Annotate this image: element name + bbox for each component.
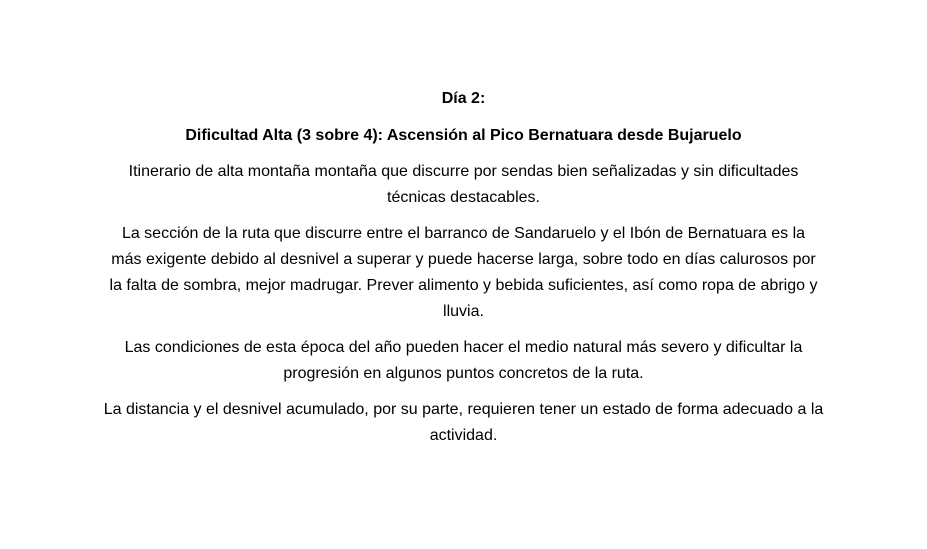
paragraph-route-section: La sección de la ruta que discurre entre el barranco de Sandaruelo y el Ibón de Bernatuara es la más exigente debido al desnivel a superar y puede hacerse larga, sobre todo en días calurosos por la falta de sombra, mejor madrugar. Prever alimento y bebida suficientes, así como ropa de abrigo y lluvia. (109, 225, 818, 320)
paragraph-itinerary: Itinerario de alta montaña montaña que discurre por sendas bien señalizadas y sin dificultades técnicas destacables. (128, 163, 799, 206)
paragraph-distance: La distancia y el desnivel acumulado, por su parte, requieren tener un estado de forma adecuado a la actividad. (103, 401, 824, 444)
route-subtitle: Dificultad Alta (3 sobre 4): Ascensión al Pico Bernatuara desde Bujaruelo (185, 127, 742, 144)
day-heading: Día 2: (441, 90, 486, 107)
paragraph-conditions: Las condiciones de esta época del año pueden hacer el medio natural más severo y dificultar la progresión en algunos puntos concretos de la ruta. (124, 339, 803, 382)
